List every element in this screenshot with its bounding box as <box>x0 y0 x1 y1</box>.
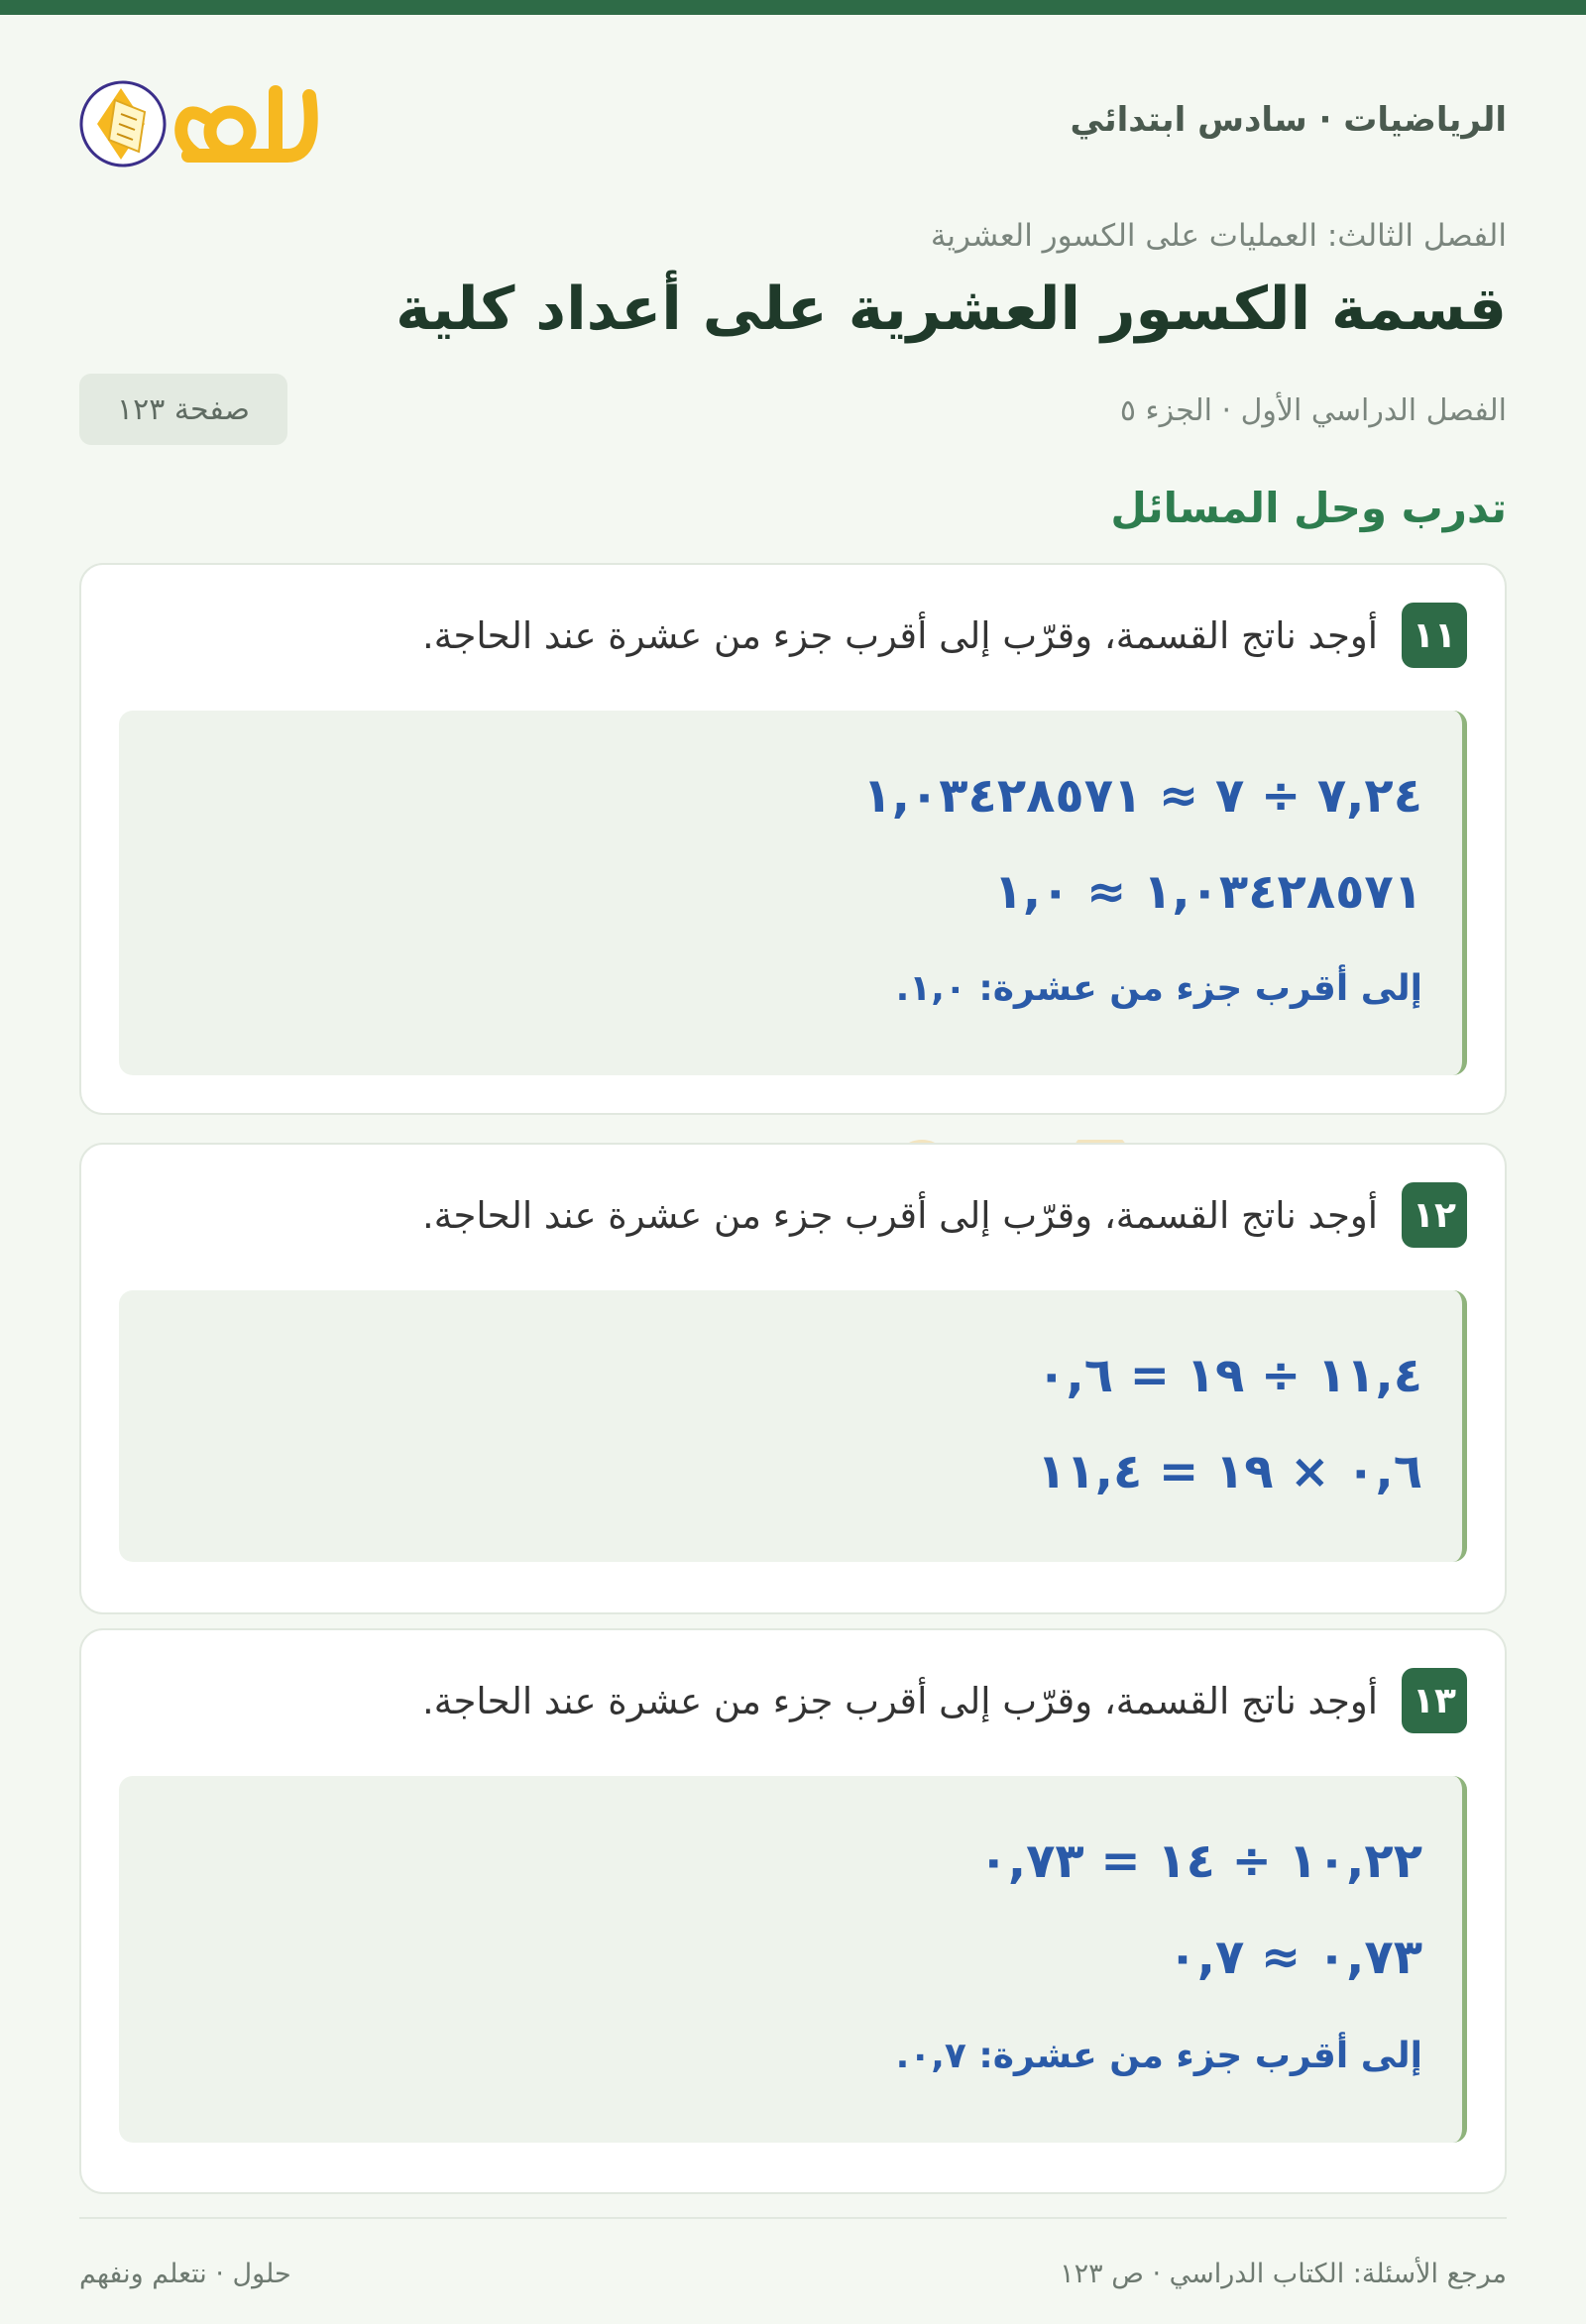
page <box>79 15 1507 2324</box>
answer-note: إلى أقرب جزء من عشرة: ١,٠. <box>895 968 1422 1009</box>
top-accent-bar <box>0 0 1586 15</box>
term-label: الفصل الدراسي الأول · الجزء ٥ <box>1119 393 1507 428</box>
page-number-badge: صفحة ١٢٣ <box>79 374 287 445</box>
question-number-badge: ١١ <box>1402 603 1467 668</box>
question-text: أوجد ناتج القسمة، وقرّب إلى أقرب جزء من عشرة عند الحاجة. <box>421 1193 1378 1237</box>
answer-line: ٠,٦ × ١٩ = ١١,٤ <box>1037 1444 1422 1499</box>
hulul-logo[interactable] <box>79 66 367 175</box>
answer-line: ١١,٤ ÷ ١٩ = ٠,٦ <box>1037 1348 1422 1403</box>
footer-reference: مرجع الأسئلة: الكتاب الدراسي · ص ١٢٣ <box>1060 2259 1507 2289</box>
answer-note: إلى أقرب جزء من عشرة: ٠,٧. <box>895 2036 1422 2076</box>
footer-tagline: حلول · نتعلم ونفهم <box>79 2259 291 2289</box>
question-header <box>422 603 1467 668</box>
answer-line: ٧,٢٤ ÷ ٧ ≈ ١,٠٣٤٢٨٥٧١ <box>862 768 1422 824</box>
question-header <box>422 1182 1467 1248</box>
hulul-logo-icon <box>79 66 367 175</box>
question-text: أوجد ناتج القسمة، وقرّب إلى أقرب جزء من عشرة عند الحاجة. <box>421 613 1378 657</box>
question-header <box>422 1668 1467 1733</box>
lesson-title: قسمة الكسور العشرية على أعداد كلية <box>396 275 1507 344</box>
answer-box <box>119 711 1467 1075</box>
footer-divider <box>79 2217 1507 2219</box>
answer-line: ٠,٧٣ ≈ ٠,٧ <box>1168 1930 1422 1985</box>
question-number-badge: ١٢ <box>1402 1182 1467 1248</box>
question-card-11 <box>79 563 1507 1115</box>
answer-box <box>119 1290 1467 1562</box>
answer-line: ١,٠٣٤٢٨٥٧١ ≈ ١,٠ <box>993 864 1422 920</box>
answer-box <box>119 1776 1467 2143</box>
question-card-13 <box>79 1628 1507 2194</box>
question-text: أوجد ناتج القسمة، وقرّب إلى أقرب جزء من عشرة عند الحاجة. <box>421 1679 1378 1722</box>
question-number-badge: ١٣ <box>1402 1668 1467 1733</box>
answer-line: ١٠,٢٢ ÷ ١٤ = ٠,٧٣ <box>978 1833 1422 1889</box>
question-card-12 <box>79 1143 1507 1614</box>
subject-label: الرياضيات · سادس ابتدائي <box>1070 100 1507 140</box>
chapter-label: الفصل الثالث: العمليات على الكسور العشرية <box>930 218 1507 254</box>
section-title: تدرب وحل المسائل <box>1110 484 1507 532</box>
header <box>79 15 1507 223</box>
